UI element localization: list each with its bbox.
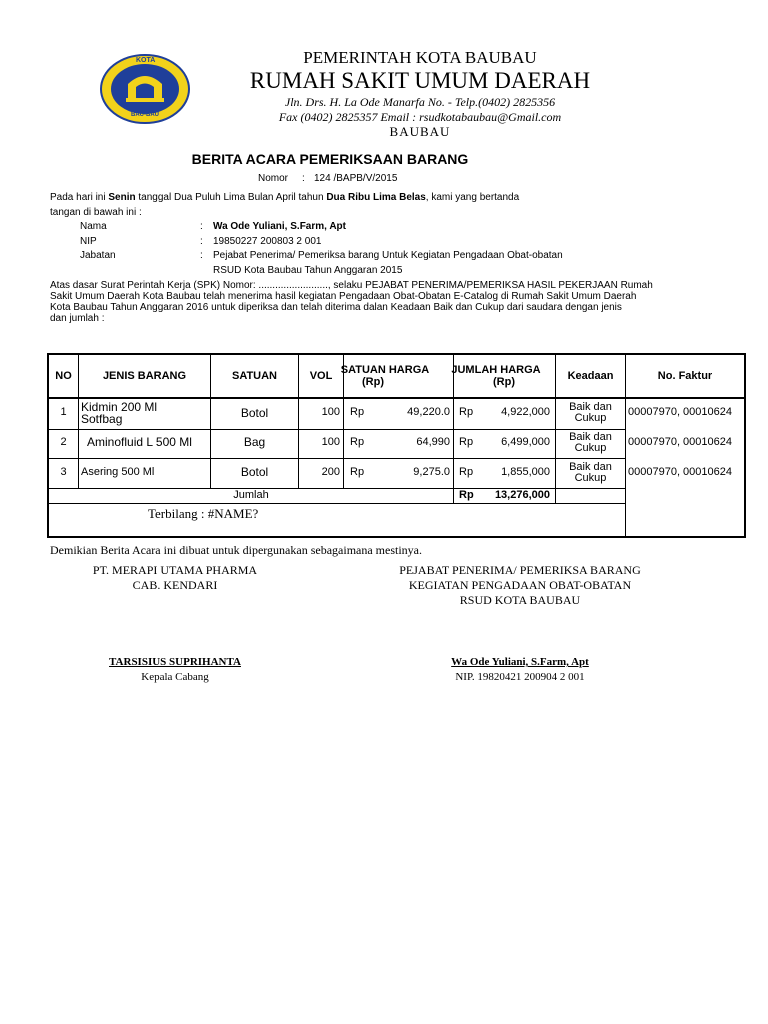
number-separator: :	[302, 173, 305, 184]
col-header-harga-unit: (Rp)	[362, 376, 384, 388]
logo-top-text: KOTA	[136, 57, 156, 64]
row-no: 2	[60, 436, 67, 448]
col-header-jumlah: JUMLAH HARGA	[451, 364, 541, 376]
gov-name: PEMERINTAH KOTA BAUBAU	[303, 48, 537, 67]
closing-statement: Demikian Berita Acara ini dibuat untuk dipergunakan sebagaimana mestinya.	[50, 543, 422, 557]
row-total-currency: Rp	[459, 466, 474, 478]
address-line-2: Fax (0402) 2825357 Email : rsudkotabaubau@Gmail.com	[278, 110, 562, 124]
total-label: Jumlah	[233, 489, 269, 501]
left-signer-role: Kepala Cabang	[141, 671, 209, 683]
row-volume: 200	[321, 466, 340, 478]
number-label: Nomor	[258, 173, 289, 184]
intro-year: Dua Ribu Lima Belas	[326, 192, 426, 203]
city-logo	[100, 54, 190, 124]
row-price: 64,990	[416, 436, 450, 448]
left-signer-name: TARSISIUS SUPRIHANTA	[109, 656, 241, 668]
field-value-jabatan-2: RSUD Kota Baubau Tahun Anggaran 2015	[213, 265, 403, 276]
right-org-line-1: PEJABAT PENERIMA/ PEMERIKSA BARANG	[399, 563, 641, 577]
row-no: 3	[60, 466, 67, 478]
col-header-faktur: No. Faktur	[657, 370, 713, 382]
row-invoice: 00007970, 00010624	[628, 466, 732, 478]
row-condition-2: Cukup	[574, 442, 607, 454]
col-header-vol: VOL	[309, 370, 333, 382]
row-price: 49,220.0	[407, 406, 450, 418]
total-currency: Rp	[459, 489, 474, 501]
right-org-line-3: RSUD KOTA BAUBAU	[459, 593, 581, 607]
row-no: 1	[60, 406, 67, 418]
row-total-currency: Rp	[459, 436, 474, 448]
paragraph-line-2: Sakit Umum Daerah Kota Baubau telah menerima hasil kegiatan Pengadaan Obat-Obatan E-Catalog di Rumah Sakit Umum Daerah	[50, 291, 637, 302]
row-item-name-2: Sotfbag	[81, 412, 123, 426]
amount-in-words: Terbilang : #NAME?	[148, 506, 259, 521]
row-item-name: Kidmin 200 Ml	[81, 400, 158, 414]
row-unit: Botol	[240, 406, 269, 420]
row-price-currency: Rp	[350, 406, 365, 418]
row-condition: Baik dan	[569, 461, 612, 473]
col-header-jenis: JENIS BARANG	[102, 370, 187, 382]
row-total-currency: Rp	[459, 406, 474, 418]
field-sep-jabatan: :	[200, 250, 203, 261]
col-header-no: NO	[55, 370, 72, 382]
field-value-nama: Wa Ode Yuliani, S.Farm, Apt	[213, 221, 346, 232]
field-value-nip: 19850227 200803 2 001	[213, 236, 322, 247]
col-header-jumlah-unit: (Rp)	[493, 376, 515, 388]
paragraph-line-3: Kota Baubau Tahun Anggaran 2016 untuk diperiksa dan telah diterima dalan Keadaan Baik dan Cukup dari saudara dengan jenis	[50, 302, 622, 313]
intro-day: Senin	[108, 192, 136, 203]
field-value-jabatan: Pejabat Penerima/ Pemeriksa barang Untuk Kegiatan Pengadaan Obat-obatan	[213, 250, 563, 261]
col-header-satuan: SATUAN	[231, 370, 277, 382]
row-item-name: Asering 500 Ml	[81, 466, 155, 478]
right-org-line-2: KEGIATAN PENGADAAN OBAT-OBATAN	[408, 578, 632, 592]
row-item-name: Aminofluid L 500 Ml	[87, 435, 192, 449]
col-header-harga: SATUAN HARGA	[340, 364, 430, 376]
intro-text-e: , kami yang bertanda	[425, 192, 520, 203]
row-price: 9,275.0	[413, 466, 450, 478]
intro-line-2: tangan di bawah ini :	[50, 207, 142, 218]
field-label-jabatan: Jabatan	[80, 250, 116, 261]
row-invoice: 00007970, 00010624	[628, 406, 732, 418]
row-condition: Baik dan	[569, 401, 612, 413]
intro-line-1	[50, 192, 519, 203]
field-label-nip: NIP	[80, 236, 97, 247]
row-unit: Bag	[243, 435, 266, 449]
left-org-line-1: PT. MERAPI UTAMA PHARMA	[92, 563, 258, 577]
right-signer-nip: NIP. 19820421 200904 2 001	[455, 671, 585, 683]
row-price-currency: Rp	[350, 436, 365, 448]
document-number: 124 /BAPB/V/2015	[314, 173, 398, 184]
document-title: BERITA ACARA PEMERIKSAAN BARANG	[191, 151, 469, 167]
address-line-1: Jln. Drs. H. La Ode Manarfa No. - Telp.(0402) 2825356	[284, 95, 556, 109]
right-signer-name: Wa Ode Yuliani, S.Farm, Apt	[451, 656, 589, 668]
row-price-currency: Rp	[350, 466, 365, 478]
row-invoice: 00007970, 00010624	[628, 436, 732, 448]
paragraph-line-4: dan jumlah :	[50, 313, 105, 324]
row-condition: Baik dan	[569, 431, 612, 443]
row-condition-2: Cukup	[574, 412, 607, 424]
row-total: 6,499,000	[501, 436, 550, 448]
field-sep-nama: :	[200, 221, 203, 232]
intro-text-c: tanggal Dua Puluh Lima Bulan April tahun	[138, 192, 324, 203]
city-name: BAUBAU	[389, 124, 451, 139]
row-volume: 100	[321, 406, 340, 418]
total-value: 13,276,000	[494, 489, 550, 501]
field-sep-nip: :	[200, 236, 203, 247]
row-total: 4,922,000	[501, 406, 550, 418]
field-label-nama: Nama	[80, 221, 107, 232]
row-unit: Botol	[240, 465, 269, 479]
col-header-keadaan: Keadaan	[567, 370, 614, 382]
paragraph-line-1: Atas dasar Surat Perintah Kerja (SPK) Nomor: ........................., selaku PEJABAT PENERIMA/PEMERIKSA HASIL PEKERJAAN Rumah	[50, 280, 653, 291]
intro-text-a: Pada hari ini	[50, 192, 106, 203]
row-volume: 100	[321, 436, 340, 448]
hospital-name: RUMAH SAKIT UMUM DAERAH	[249, 68, 591, 93]
row-condition-2: Cukup	[574, 472, 607, 484]
row-total: 1,855,000	[501, 466, 550, 478]
logo-bottom-text: BAU-BAU	[131, 112, 159, 118]
left-org-line-2: CAB. KENDARI	[132, 578, 218, 592]
